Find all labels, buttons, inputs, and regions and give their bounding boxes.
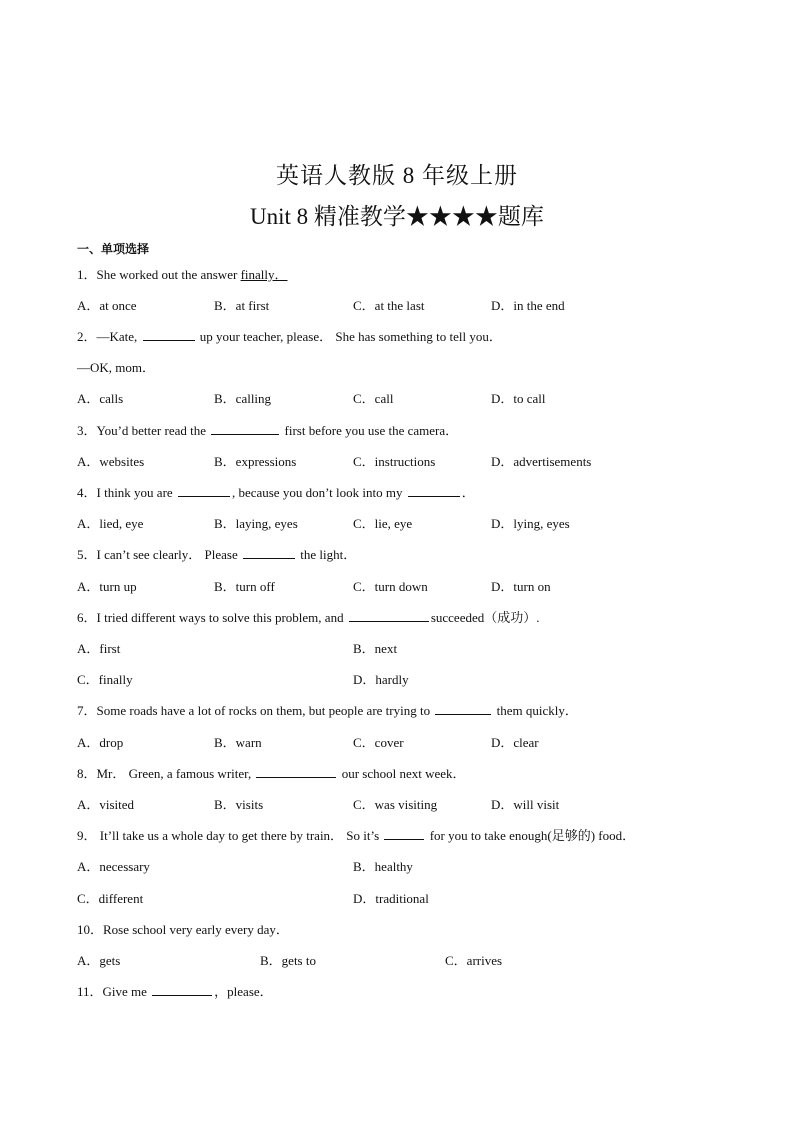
question-4-stem: 4．I think you are , because you don’t look into my ．	[77, 485, 475, 500]
question-8-stem: 8．Mr． Green, a famous writer, our school next week．	[77, 766, 466, 781]
q9-option-b: B．healthy	[353, 859, 413, 874]
answer-blank	[152, 983, 212, 996]
answer-blank	[143, 328, 195, 341]
question-3-stem: 3．You’d better read the first before you use the camera．	[77, 423, 459, 438]
section-heading: 一、单项选择	[77, 242, 150, 256]
q10-option-c: C．arrives	[445, 953, 503, 968]
q10-option-a: A．gets	[77, 953, 121, 968]
question-10-stem: 10．Rose school very early every day．	[77, 922, 289, 937]
q4-option-b: B．laying, eyes	[214, 516, 298, 531]
q6-option-a: A．first	[77, 641, 121, 656]
q1-option-a: A．at once	[77, 298, 137, 313]
answer-blank	[243, 546, 295, 559]
answer-blank	[408, 484, 460, 497]
q1-option-c: C．at the last	[353, 298, 425, 313]
q4-option-a: A．lied, eye	[77, 516, 144, 531]
answer-blank	[384, 827, 424, 840]
q9-option-a: A．necessary	[77, 859, 150, 874]
q3-option-c: C．instructions	[353, 454, 436, 469]
q7-option-a: A．drop	[77, 735, 124, 750]
q9-option-c: C．different	[77, 891, 144, 906]
q4-option-d: D．lying, eyes	[491, 516, 570, 531]
q8-option-d: D．will visit	[491, 797, 560, 812]
question-5-stem: 5．I can’t see clearly． Please the light．	[77, 547, 357, 562]
q10-option-b: B．gets to	[260, 953, 316, 968]
q9-option-d: D．traditional	[353, 891, 429, 906]
q6-option-d: D．hardly	[353, 672, 409, 687]
q7-option-d: D．clear	[491, 735, 539, 750]
q3-option-a: A．websites	[77, 454, 145, 469]
q5-option-a: A．turn up	[77, 579, 137, 594]
answer-blank	[178, 484, 230, 497]
q3-option-b: B．expressions	[214, 454, 297, 469]
question-11-stem: 11．Give me ，please．	[77, 984, 273, 999]
q8-option-b: B．visits	[214, 797, 264, 812]
answer-blank	[435, 702, 491, 715]
question-7-stem: 7．Some roads have a lot of rocks on them, but people are trying to them quickly．	[77, 703, 578, 718]
q1-option-d: D．in the end	[491, 298, 565, 313]
q7-option-c: C．cover	[353, 735, 404, 750]
answer-blank	[211, 422, 279, 435]
answer-blank	[349, 609, 429, 622]
question-1-stem: 1．She worked out the answer finally．	[77, 267, 288, 282]
q6-option-c: C．finally	[77, 672, 133, 687]
q8-option-a: A．visited	[77, 797, 135, 812]
answer-blank	[256, 765, 336, 778]
q7-option-b: B．warn	[214, 735, 262, 750]
q4-option-c: C．lie, eye	[353, 516, 413, 531]
q5-option-b: B．turn off	[214, 579, 275, 594]
q2-option-b: B．calling	[214, 391, 272, 406]
q5-option-c: C．turn down	[353, 579, 428, 594]
q2-option-a: A．calls	[77, 391, 124, 406]
question-2-stem: 2．—Kate, up your teacher, please． She has something to tell you．	[77, 329, 502, 344]
q2-option-d: D．to call	[491, 391, 546, 406]
q2-option-c: C．call	[353, 391, 394, 406]
q5-option-d: D．turn on	[491, 579, 551, 594]
q3-option-d: D．advertisements	[491, 454, 592, 469]
q1-option-b: B．at first	[214, 298, 270, 313]
underlined-word: finally．	[240, 267, 288, 282]
document-subtitle: Unit 8 精准教学★★★★题库	[250, 204, 544, 229]
q8-option-c: C．was visiting	[353, 797, 438, 812]
document-title: 英语人教版 8 年级上册	[276, 163, 518, 188]
question-2-reply: —OK, mom．	[77, 360, 156, 375]
question-6-stem: 6．I tried different ways to solve this problem, and succeeded（成功）.	[77, 610, 540, 625]
q6-option-b: B．next	[353, 641, 398, 656]
question-9-stem: 9． It’ll take us a whole day to get there by train． So it’s for you to take enough(足够的) food．	[77, 828, 636, 843]
